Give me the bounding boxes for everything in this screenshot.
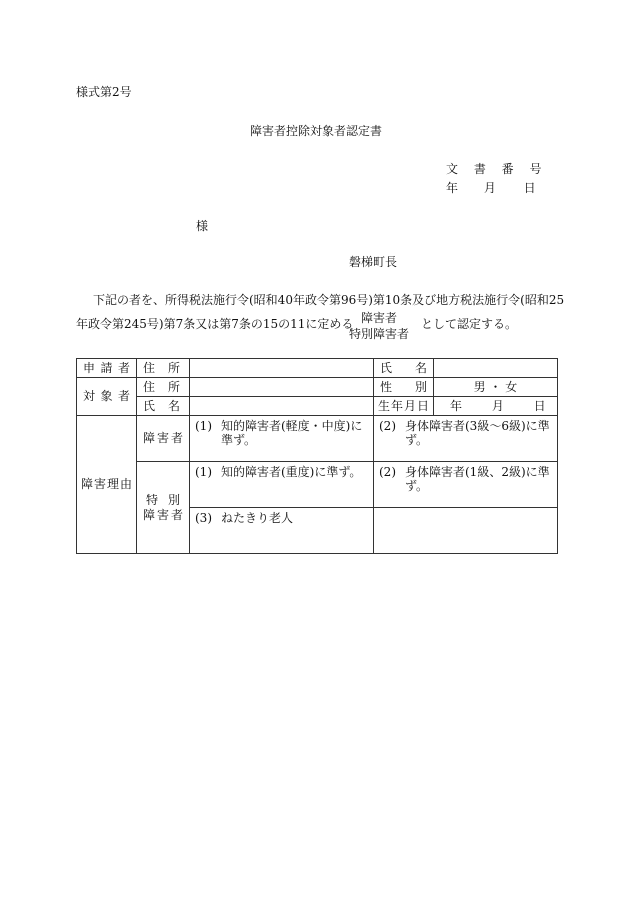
details-table <box>76 358 558 554</box>
applicant-name-label: 氏名 <box>374 359 434 378</box>
date-day: 日 <box>523 181 536 195</box>
reason-label: 障害理由 <box>77 416 137 554</box>
item-number: (2) <box>379 419 396 433</box>
item-number: (3) <box>195 511 212 525</box>
disabled-option-1 <box>190 416 374 462</box>
issuer: 磐梯町長 <box>349 255 398 269</box>
special-disabled-label-line2: 障害者 <box>143 507 183 522</box>
option-special-disabled: 特別障害者 <box>349 327 410 342</box>
item-text: 知的障害者(軽度・中度)に準ず。 <box>221 419 363 448</box>
option-disabled: 障害者 <box>361 311 398 325</box>
subject-address-value <box>190 378 374 397</box>
birth-day: 日 <box>533 398 546 413</box>
special-option-2 <box>374 462 558 508</box>
date-month: 月 <box>483 181 496 195</box>
gender-label: 性別 <box>374 378 434 397</box>
item-number: (1) <box>195 465 212 479</box>
special-option-1 <box>190 462 374 508</box>
special-option-3 <box>190 508 374 554</box>
item-number: (1) <box>195 419 212 433</box>
birthdate-label: 生年月日 <box>374 397 434 416</box>
birth-month: 月 <box>491 398 504 413</box>
body-line-1: 下記の者を、所得税法施行令(昭和40年政令第96号)第10条及び地方税法施行令(昭和25 <box>93 293 565 307</box>
special-disabled-label-line1: 特別 <box>146 493 180 508</box>
disabled-option-2 <box>374 416 558 462</box>
body-line-2: 年政令第245号)第7条又は第7条の15の11に定める <box>76 317 354 331</box>
applicant-label: 申請者 <box>77 359 137 378</box>
applicant-address-label: 住所 <box>137 359 190 378</box>
birthdate-value <box>434 397 558 416</box>
document-number-label <box>446 163 543 175</box>
item-text: 身体障害者(1級、2級)に準ず。 <box>405 465 550 494</box>
doc-number-char: 番 <box>501 162 514 176</box>
item-text: 身体障害者(3級～6級)に準ず。 <box>405 419 550 448</box>
disabled-category-label: 障害者 <box>137 416 190 462</box>
document-title: 障害者控除対象者認定書 <box>250 124 383 138</box>
item-text: 知的障害者(重度)に準ず。 <box>221 465 362 479</box>
subject-name-value <box>190 397 374 416</box>
form-number: 様式第2号 <box>76 85 132 99</box>
subject-name-label: 氏名 <box>137 397 190 416</box>
body-line-3: として認定する。 <box>421 317 518 331</box>
doc-number-char: 文 <box>446 162 459 176</box>
applicant-name-value <box>434 359 558 378</box>
applicant-address-value <box>190 359 374 378</box>
subject-address-label: 住所 <box>137 378 190 397</box>
item-number: (2) <box>379 465 396 479</box>
date-line <box>446 182 538 194</box>
certification-type <box>349 310 409 342</box>
subject-label: 対象者 <box>77 378 137 416</box>
date-year: 年 <box>446 181 459 195</box>
item-text: ねたきり老人 <box>221 511 294 525</box>
doc-number-char: 号 <box>529 162 542 176</box>
doc-number-char: 書 <box>473 162 486 176</box>
gender-value: 男 ・ 女 <box>434 378 558 397</box>
special-option-empty <box>374 508 558 554</box>
birth-year: 年 <box>450 398 463 413</box>
addressee-suffix: 様 <box>196 219 209 233</box>
special-disabled-category-label <box>137 462 190 554</box>
